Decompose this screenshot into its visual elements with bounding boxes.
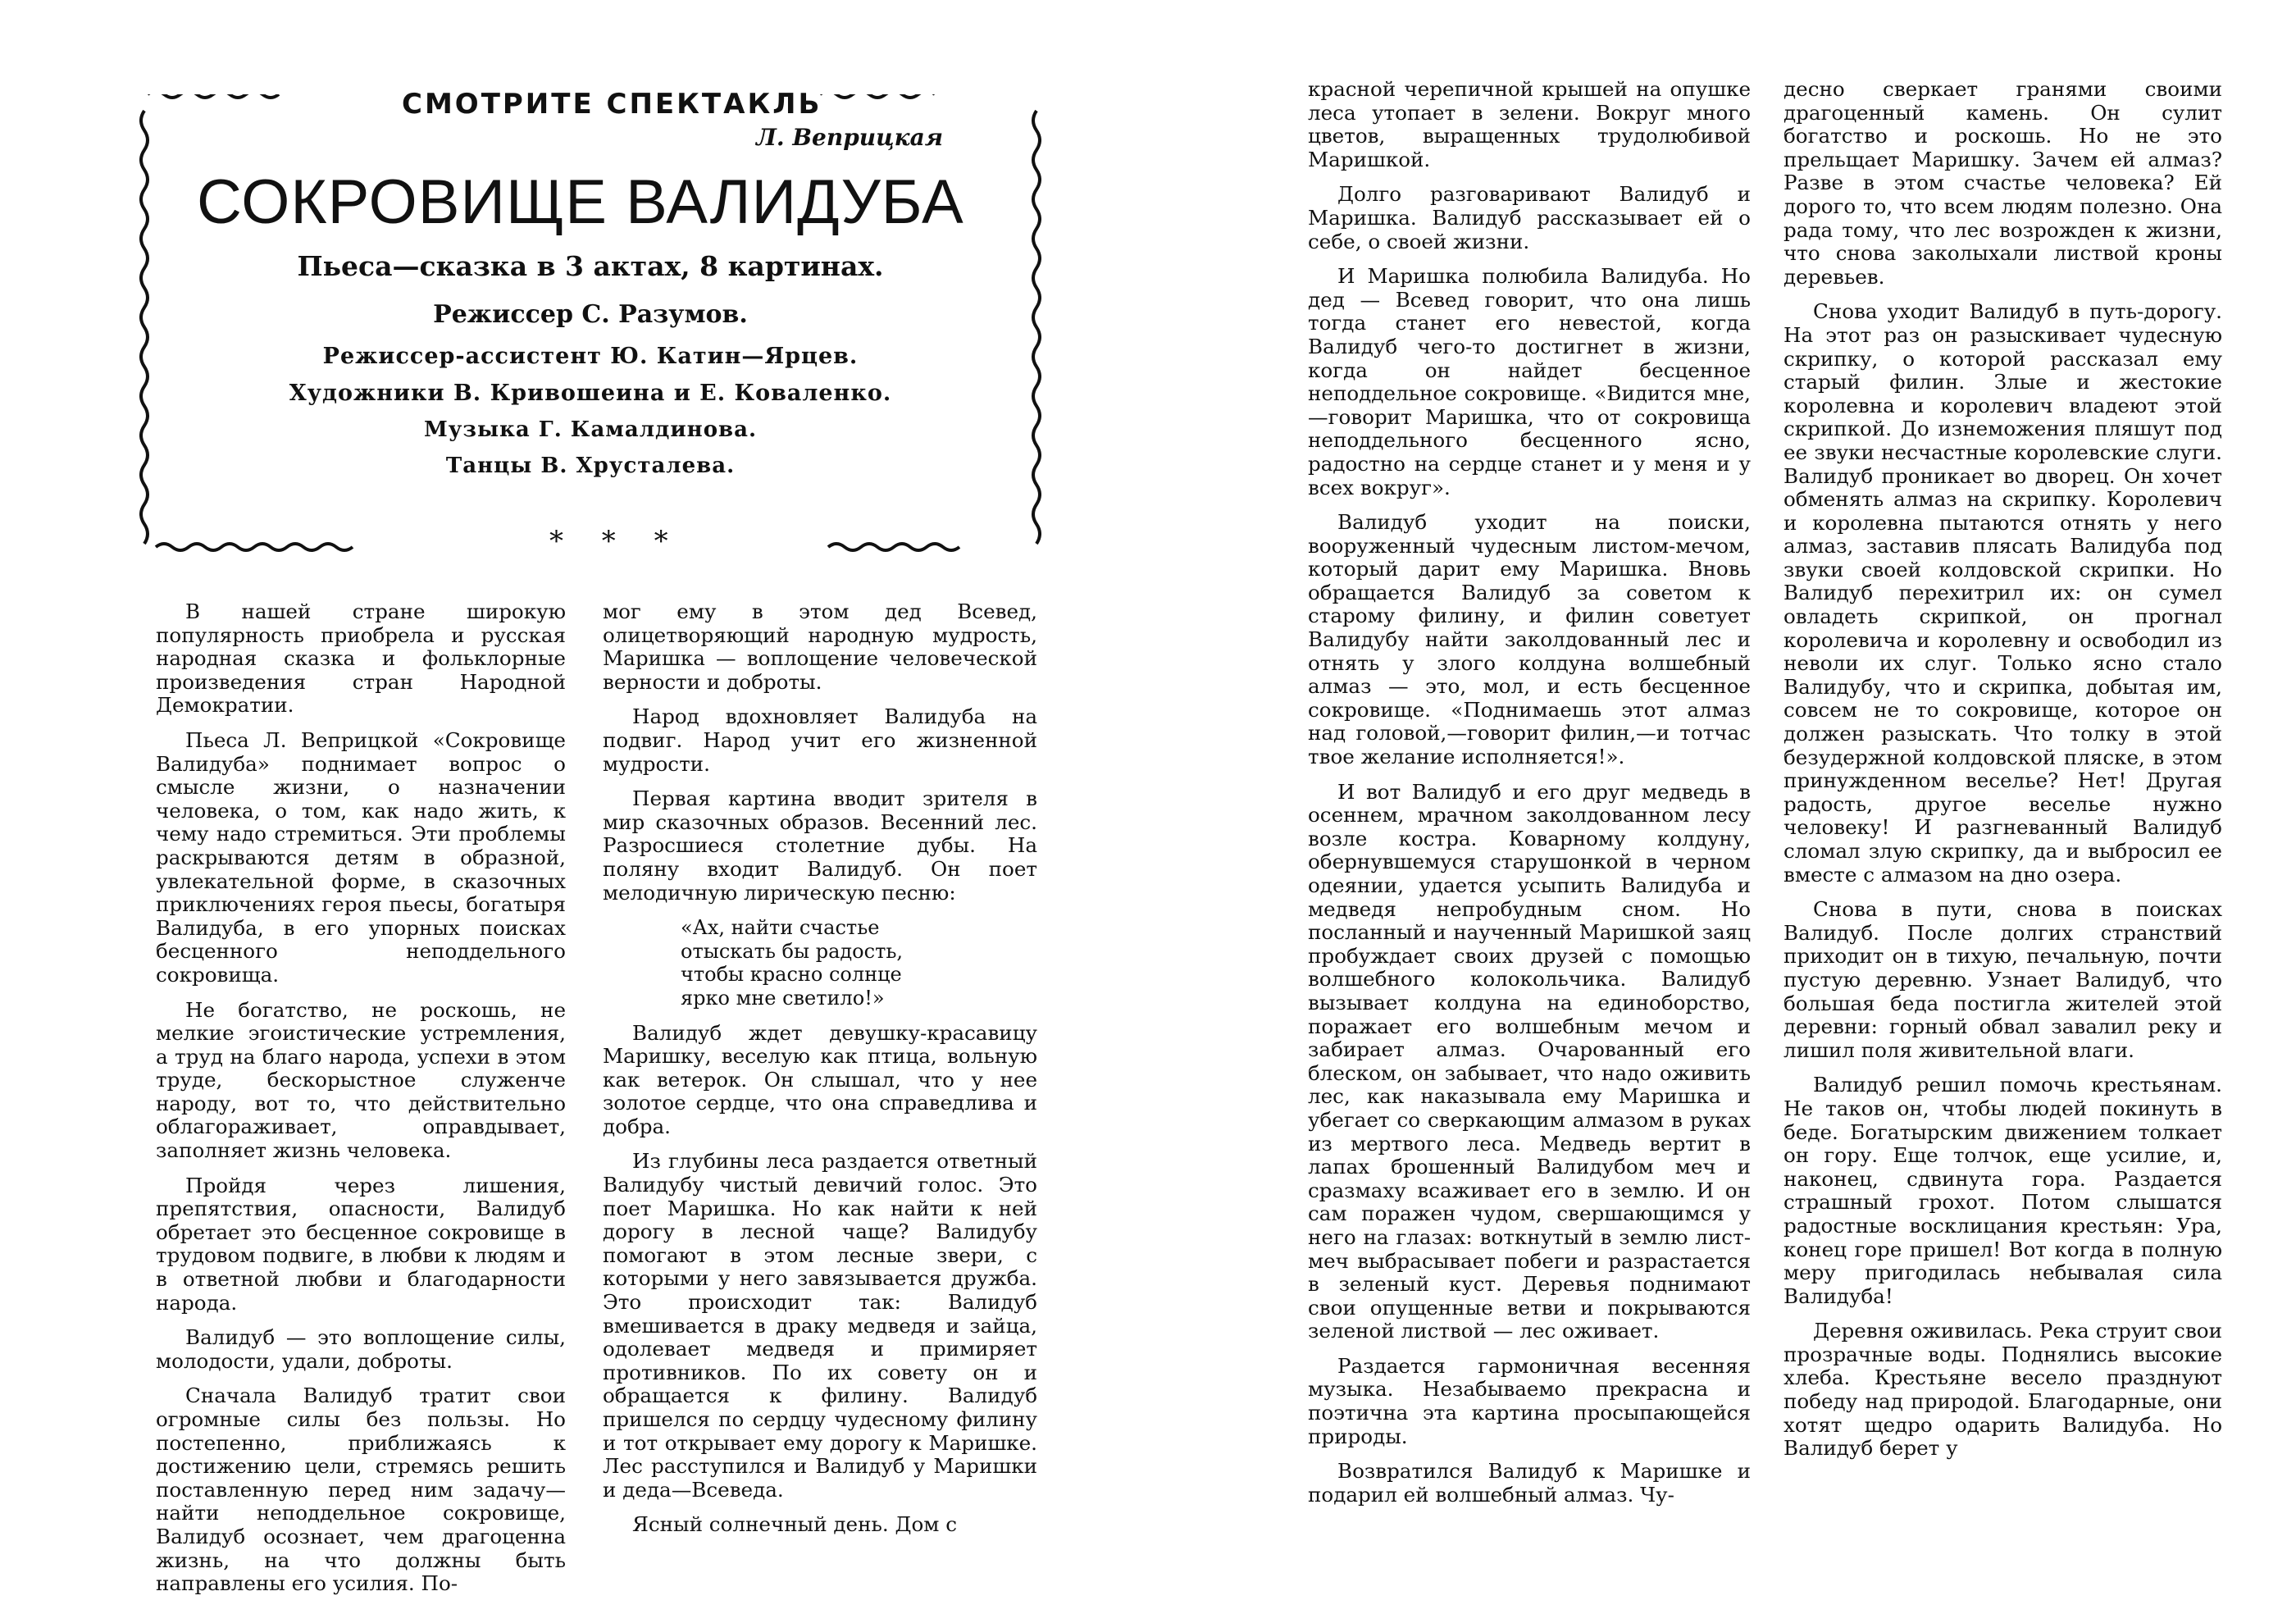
- paragraph: Долго разговаривают Валидуб и Маришка. Валидуб рассказывает ей о себе, о своей жизни.: [1308, 182, 1751, 253]
- credit-director: Режиссер С. Разумов.: [433, 300, 748, 329]
- paragraph: Валидуб решил помочь крестьянам. Не таков он, чтобы людей покинуть в беде. Богатырским движением толкает он гору. Еще толчок, еще усилие, и, наконец, сдвинута гора. Раздается страшный грохот. Потом слышатся радостные восклицания крестьян: Ура, конец горе пришел! Вот когда в полную меру пригодилась небывалая сила Валидуба!: [1784, 1073, 2222, 1308]
- paragraph: Народ вдохновляет Валидуба на подвиг. Народ учит его жизненной мудрости.: [603, 704, 1037, 776]
- author-byline: Л. Веприцкая: [756, 124, 943, 151]
- article-column-2: [603, 600, 1037, 1548]
- paragraph: красной черепичной крышей на опушке леса утопает в зелени. Вокруг много цветов, выращенных трудолюбивой Маришкой.: [1308, 77, 1751, 171]
- separator-stars: * * *: [549, 525, 683, 558]
- paragraph: Сначала Валидуб тратит свои огромные силы без пользы. Но постепенно, приближаясь к достижению цели, стремясь решить поставленную перед ним задачу—найти неподдельное сокровище, Валидуб осознает, чем драгоценна жизнь, на что должны быть направлены его усилия. По-: [156, 1384, 566, 1596]
- play-title: СОКРОВИЩЕ ВАЛИДУБА: [197, 167, 964, 237]
- right-page: [1148, 0, 2296, 1623]
- paragraph: Первая картина вводит зрителя в мир сказочных образов. Весенний лес. Разросшиеся столетние дубы. На поляну входит Валидуб. Он поет мелодичную лирическую песню:: [603, 786, 1037, 905]
- article-column-4: [1784, 78, 2222, 1472]
- credit-dances: Танцы В. Хрусталева.: [445, 454, 736, 478]
- credit-artists: Художники В. Кривошеина и Е. Коваленко.: [289, 381, 892, 406]
- header-box: [139, 88, 1041, 554]
- paragraph: Ясный солнечный день. Дом с: [632, 1512, 958, 1537]
- credit-assistant: Режиссер-ассистент Ю. Катин—Ярцев.: [322, 344, 859, 369]
- paragraph: Возвратился Валидуб к Маришке и подарил ей волшебный алмаз. Чу-: [1308, 1459, 1751, 1507]
- credit-genre: Пьеса—сказка в 3 актах, 8 картинах.: [297, 250, 884, 282]
- verse-line: отыскать бы радость,: [681, 939, 904, 963]
- paragraph: Снова в пути, снова в поисках Валидуб. После долгих странствий приходит он в тихую, печальную, почти пустую деревню. Узнает Валидуб, что большая беда постигла жителей этой деревни: горный обвал завалил реку и лишил поля живительной влаги.: [1784, 897, 2222, 1062]
- paragraph: Валидуб ждет девушку-красавицу Маришку, веселую как птица, вольную как ветерок. Он слышал, что у нее золотое сердце, что она справедлива и добра.: [603, 1020, 1037, 1138]
- verse-line: ярко мне светило!»: [681, 986, 885, 1010]
- credit-music: Музыка Г. Камалдинова.: [423, 417, 758, 442]
- paragraph: И Маришка полюбила Валидуба. Но дед — Всевед говорит, что она лишь тогда станет его невестой, когда Валидуб чего-то достигнет в жизни, когда он найдет бесценное неподдельное сокровище. «Видится мне,—говорит Маришка, что от сокровища неподдельного бесценного ясно, радостно на сердце станет и у меня и у всех вокруг».: [1308, 264, 1751, 499]
- article-column-1: [156, 600, 566, 1607]
- paragraph: В нашей стране широкую популярность приобрела и русская народная сказка и фольклорные произведения стран Народной Демократии.: [156, 600, 566, 718]
- paragraph: Деревня оживилась. Река струит свои прозрачные воды. Поднялись высокие хлеба. Крестьяне весело празднуют победу над природой. Благодарные, они хотят щедро одарить Валидуба. Но Валидуб берет у: [1784, 1319, 2222, 1461]
- paragraph: Валидуб — это воплощение силы, молодости, удали, доброты.: [156, 1325, 566, 1373]
- article-column-3: [1308, 78, 1751, 1518]
- credits-block: [139, 250, 1041, 490]
- paragraph: Пьеса Л. Веприцкой «Сокровище Валидуба» поднимает вопрос о смысле жизни, о назначении человека, о том, как надо жить, к чему надо стремиться. Эти проблемы раскрываются детям в образной, увлекательной форме, в сказочных приключениях героя пьесы, богатыря Валидуба, в его упорных поисках бесценного неподдельного сокровища.: [156, 727, 566, 987]
- verse-line: чтобы красно солнце: [681, 963, 902, 987]
- paragraph: Пройдя через лишения, препятствия, опасности, Валидуб обретает это бесценное сокровище в трудовом подвиге, в любви к людям и в ответной любви и благодарности народа.: [156, 1173, 566, 1315]
- song-verse: [681, 916, 1037, 1010]
- paragraph: Снова уходит Валидуб в путь-дорогу. На этот раз он разыскивает чудесную скрипку, о которой рассказал ему старый филин. Злые и жестокие королевна и королевич владеют этой скрипкой. До изнеможения пляшут под ее звуки несчастные королевские слуги. Валидуб проникает во дворец. Он хочет обменять алмаз на скрипку. Королевич и королевна пытаются отнять у него алмаз, заставив плясать Валидуба под звуки своей колдовской скрипки. Но Валидуб перехитрил их: он сумел овладеть скрипкой, он прогнал королевича и королевну и освободил из неволи их слуг. Только ясно стало Валидубу, что и скрипка, добытая им, совсем не то сокровище, которое он должен разыскать. Что толку в этой безудержной колдовской пляске, в этом принужденном веселье? Нет! Другая радость, другое веселье нужно человеку! И разгневанный Валидуб сломал злую скрипку, да и выбросил ее вместе с алмазом на дно озера.: [1784, 299, 2222, 887]
- kicker-heading: СМОТРИТЕ СПЕКТАКЛЬ: [402, 88, 822, 121]
- paragraph: Валидуб уходит на поиски, вооруженный чудесным листом-мечом, который дарит ему Маришка. Вновь обращается Валидуб за советом к старому филину, и филин советует Валидубу найти заколдованный лес и отнять у злого колдуна волшебный алмаз — это, мол, и есть бесценное сокровище. «Поднимаешь этот алмаз над головой,—говорит филин,—и тотчас твое желание исполняется!».: [1308, 510, 1751, 769]
- paragraph: И вот Валидуб и его друг медведь в осеннем, мрачном заколдованном лесу возле костра. Коварному колдуну, обернувшемуся старушонкой в черном одеянии, удается усыпить Валидуба и медведя непробудным сном. Но посланный и наученный Маришкой заяц пробуждает своих друзей с помощью волшебного колокольчика. Валидуб вызывает колдуна на единоборство, поражает его волшебным мечом и забирает алмаз. Очарованный его блеском, он забывает, что надо оживить лес, как наказывала ему Маришка и убегает со сверкающим алмазом в руках из мертвого леса. Медведь вертит в лапах брошенный Валидубом меч и сразмаху всаживает его в землю. И он сам поражен чудом, свершающимся у него на глазах: воткнутый в землю лист-меч выбрасывает побеги и разрастается в зеленый куст. Деревья поднимают свои опущенные ветви и покрываются зеленой листвой — лес оживает.: [1308, 779, 1751, 1343]
- paragraph: Раздается гармоничная весенняя музыка. Незабываемо прекрасна и поэтична эта картина просыпающейся природы.: [1308, 1353, 1751, 1448]
- paragraph: Не богатство, не роскошь, не мелкие эгоистические устремления, а труд на благо народа, успехи в этом труде, бескорыстное служенче народу, вот то, что действительно облагораживает, оправдывает, заполняет жизнь человека.: [156, 997, 566, 1163]
- paragraph: мог ему в этом дед Всевед, олицетворяющий народную мудрость, Маришка — воплощение человеческой верности и доброты.: [603, 600, 1037, 694]
- paragraph: Из глубины леса раздается ответный Валидубу чистый девичий голос. Это поет Маришка. Но как найти к ней дорогу в лесной чаще? Валидубу помогают в этом лесные звери, с которыми у него завязывается дружба. Это происходит так: Валидуб вмешивается в драку медведя и зайца, одолевает медведя и примиряет противников. По их совету он и обращается к филину. Валидуб пришелся по сердцу чудесному филину и тот открывает ему дорогу к Маришке. Лес расступился и Валидуб у Маришки и деда—Всеведа.: [603, 1149, 1037, 1502]
- paragraph: десно сверкает гранями своими драгоценный камень. Он сулит богатство и роскошь. Но не это прельщает Маришку. Зачем ей алмаз? Разве в этом счастье человека? Ей дорого то, что всем людям полезно. Она рада тому, что лес возрожден к жизни, что снова заколыхали листвой кроны деревьев.: [1784, 77, 2222, 289]
- verse-line: «Ах, найти счастье: [681, 916, 880, 940]
